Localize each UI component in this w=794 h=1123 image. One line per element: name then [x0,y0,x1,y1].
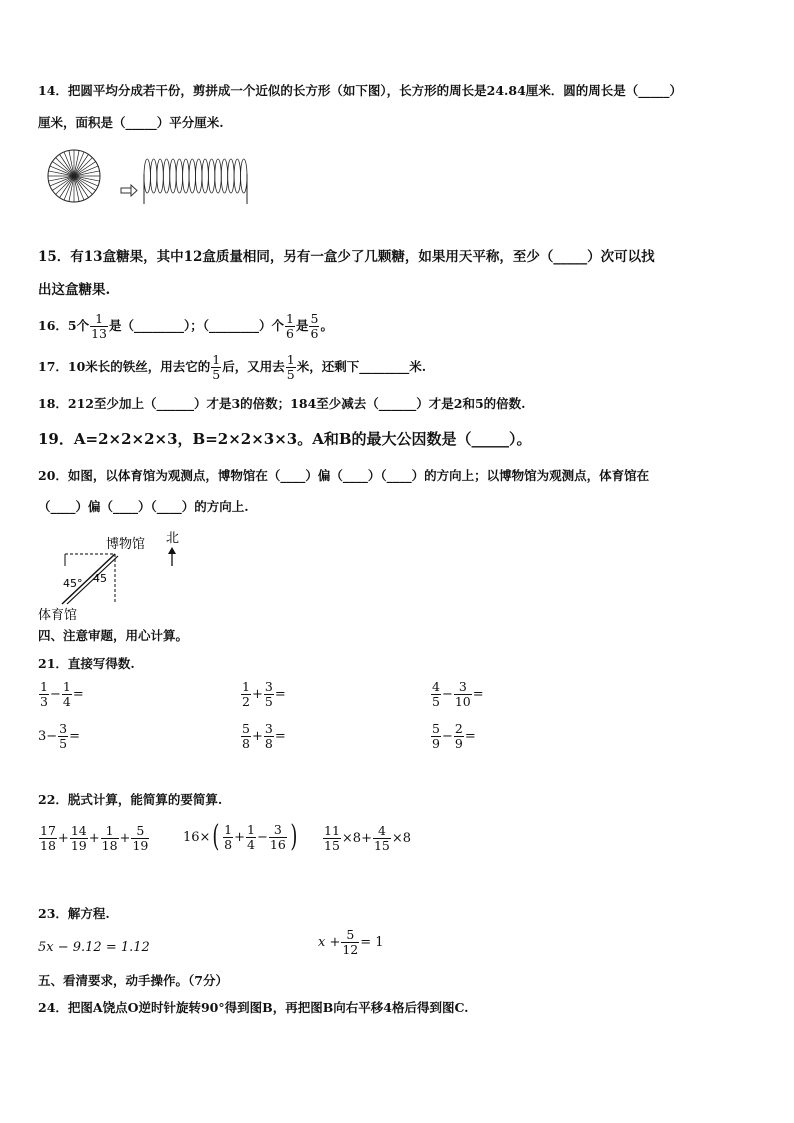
fraction: $\frac{5}{6}$ [310,310,319,341]
q23-equation-2: x + $\frac{5}{12}$ = 1 [318,927,384,957]
q21-title: 21．直接写得数. [38,656,135,671]
q23-title: 23．解方程. [38,906,110,921]
q16-text-c: 是 [295,318,309,333]
fraction: $\frac{1}{5}$ [212,351,221,382]
q22-expr-3: $\frac{11}{15}$ ×8+ $\frac{4}{15}$ ×8 [324,823,412,853]
q21-expr-1: $\frac{1}{3}$ − $\frac{1}{4}$ = [40,679,84,709]
section-5-heading: 五、看清要求，动手操作。（7分） [38,973,228,988]
q22-expr-1: $\frac{17}{18}$ + $\frac{14}{19}$ + $\frac{1}{18}$ + $\frac{5}{19}$ [40,823,149,853]
q16-text-b: 是（________）；（________）个 [109,318,285,333]
q17-text-b: 后，又用去 [222,359,285,374]
q15-line2: 出这盒糖果. [38,282,111,298]
approx-rectangle [144,159,247,204]
north-arrow-icon [168,547,176,566]
q17-line [38,347,426,387]
gym-label: 体育馆 [38,608,78,623]
q21-expr-2: $\frac{1}{2}$ + $\frac{3}{5}$ = [242,679,286,709]
q16-line [38,306,333,346]
q14-line2: 厘米，面积是（_____）平分厘米. [38,115,224,130]
q15-line1: 15．有13盒糖果，其中12盒质量相同，另有一盒少了几颗糖，如果用天平称，至少（_____）次可以找 [38,249,655,265]
north-label: 北 [166,531,180,546]
fraction: $\frac{1}{13}$ [91,310,107,341]
q19-line: 19．A=2×2×2×3，B=2×2×3×3。A和B的最大公因数是（_____）。 [38,430,532,448]
q20-line1: 20．如图，以体育馆为观测点，博物馆在（____）偏（____）（____）的方向上；以博物馆为观测点，体育馆在 [38,468,650,483]
q21-expr-4: 3− $\frac{3}{5}$ = [38,721,81,751]
q23-equation-1: 5x − 9.12 = 1.12 [38,940,150,955]
museum-label: 博物馆 [106,537,146,552]
q14-line1: 14．把圆平均分成若干份，剪拼成一个近似的长方形（如下图），长方形的周长是24.84厘米．圆的周长是（_____） [38,83,683,98]
sliced-circle [48,150,100,202]
q24-line: 24．把图A饶点O逆时针旋转90°得到图B，再把图B向右平移4格后得到图C. [38,1000,469,1015]
arrow-icon [121,185,137,196]
q22-expr-2: 16× ( $\frac{1}{8}$ + $\frac{1}{4}$ − $\frac{3}{16}$ ) [183,819,298,854]
fraction: $\frac{1}{6}$ [286,310,294,341]
angle-label-2: 45 [93,572,107,585]
q20-line2: （____）偏（____）（____）的方向上. [38,499,249,514]
angle-label-1: 45° [63,577,83,590]
q18-line: 18．212至少加上（______）才是3的倍数；184至少减去（______）才是2和5的倍数. [38,396,526,411]
q21-expr-3: $\frac{4}{5}$ − $\frac{3}{10}$ = [432,679,484,709]
fraction: $\frac{1}{5}$ [286,351,295,382]
direction-figure [36,526,196,624]
q17-text-a: 17．10米长的铁丝，用去它的 [38,359,211,374]
q16-text-d: 。 [320,318,333,333]
q16-text-a: 16．5个 [38,318,90,333]
q17-text-c: 米，还剩下________米. [296,359,427,374]
section-4-heading: 四、注意审题，用心计算。 [38,628,189,643]
q22-title: 22．脱式计算，能简算的要简算. [38,792,223,807]
q21-expr-6: $\frac{5}{9}$ − $\frac{2}{9}$ = [432,721,476,751]
circle-rectangle-figure [44,148,254,204]
q21-expr-5: $\frac{5}{8}$ + $\frac{3}{8}$ = [242,721,286,751]
